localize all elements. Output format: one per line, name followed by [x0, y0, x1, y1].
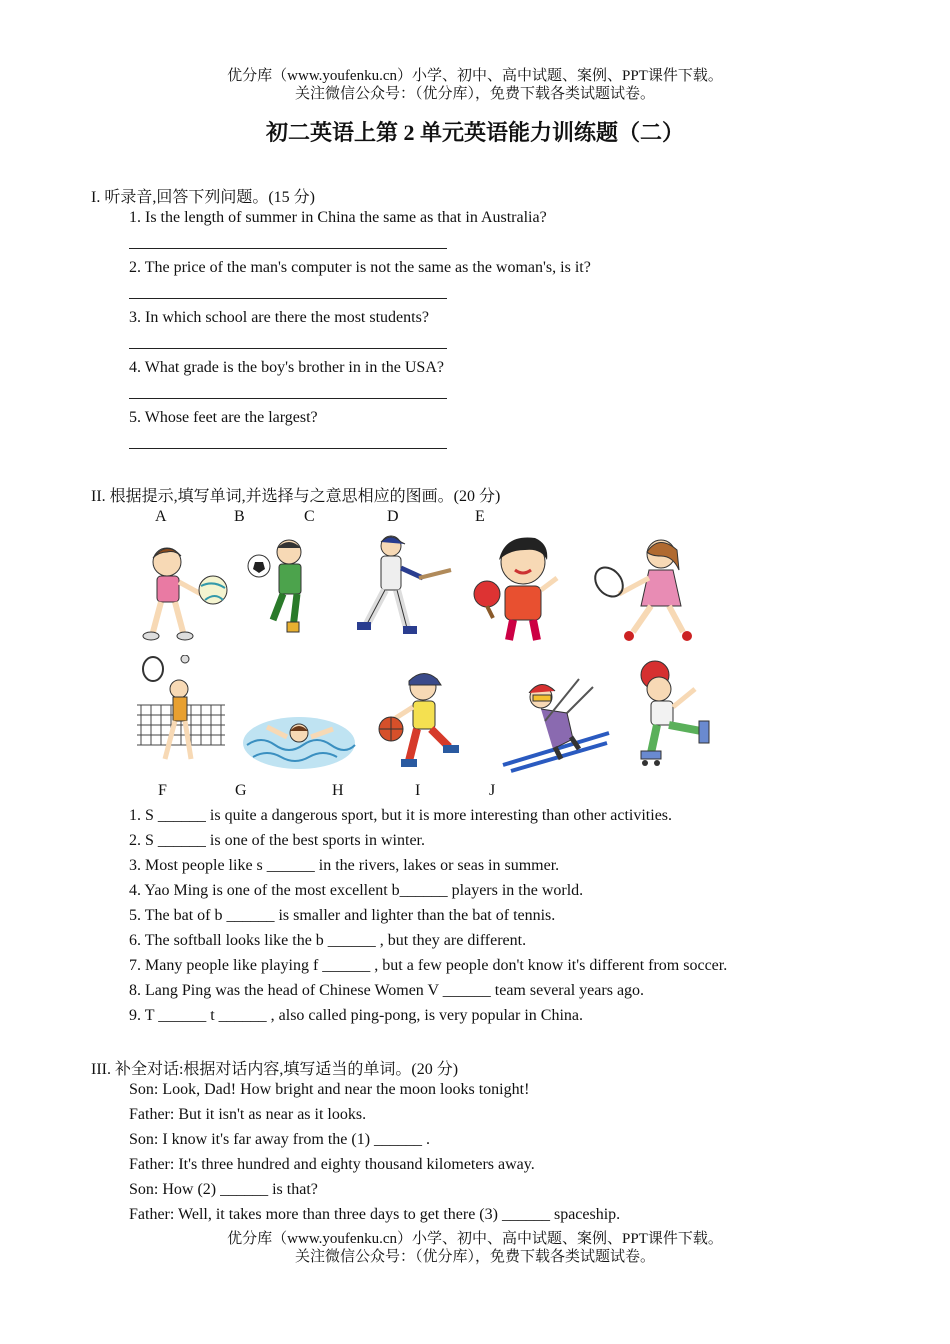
answer-line-1	[129, 248, 447, 249]
dialogue-line-5: Son: How (2) ______ is that?	[129, 1181, 318, 1198]
volleyball-girl-picture	[129, 532, 231, 647]
dialogue-line-1: Son: Look, Dad! How bright and near the moon looks tonight!	[129, 1081, 530, 1098]
picture-label-e: E	[475, 508, 485, 525]
picture-label-j: J	[489, 782, 496, 799]
fill-sentence-5: 5. The bat of b ______ is smaller and lighter than the bat of tennis.	[129, 907, 556, 924]
picture-label-f: F	[158, 782, 167, 799]
footer-line-2: 关注微信公众号：（优分库），免费下载各类试题试卷。	[294, 1249, 655, 1265]
section-2-heading: II. 根据提示,填写单词,并选择与之意思相应的图画。(20 分)	[91, 488, 501, 505]
answer-line-3	[129, 348, 447, 349]
question-4: 4. What grade is the boy's brother in in the USA?	[129, 359, 444, 376]
roller-skater-picture	[625, 655, 725, 773]
fill-sentence-4: 4. Yao Ming is one of the most excellent b______ players in the world.	[129, 882, 584, 899]
fill-sentence-6: 6. The softball looks like the b ______ , but they are different.	[129, 932, 527, 949]
answer-line-5	[129, 448, 447, 449]
basketball-boy-picture	[369, 667, 485, 773]
answer-line-2	[129, 298, 447, 299]
page-title: 初二英语上第 2 单元英语能力训练题（二）	[265, 120, 684, 145]
swimmer-picture	[241, 705, 357, 773]
dialogue-line-2: Father: But it isn't as near as it looks.	[129, 1106, 367, 1123]
section-1-heading: I. 听录音,回答下列问题。(15 分)	[91, 189, 315, 206]
tennis-net-player-picture	[129, 655, 229, 773]
fill-sentence-2: 2. S ______ is one of the best sports in winter.	[129, 832, 425, 849]
question-3: 3. In which school are there the most students?	[129, 309, 429, 326]
picture-label-g: G	[235, 782, 247, 799]
picture-label-d: D	[387, 508, 399, 525]
question-5: 5. Whose feet are the largest?	[129, 409, 318, 426]
picture-label-b: B	[234, 508, 245, 525]
badminton-girl-picture	[589, 532, 703, 647]
picture-label-h: H	[332, 782, 344, 799]
ping-pong-player-picture	[465, 530, 577, 648]
fill-sentence-7: 7. Many people like playing f ______ , but a few people don't know it's different from soccer.	[129, 957, 728, 974]
header-line-1: 优分库（www.youfenku.cn）小学、初中、高中试题、案例、PPT课件下载。	[227, 68, 723, 84]
question-1: 1. Is the length of summer in China the same as that in Australia?	[129, 209, 547, 226]
dialogue-line-6: Father: Well, it takes more than three days to get there (3) ______ spaceship.	[129, 1206, 621, 1223]
footer-line-1: 优分库（www.youfenku.cn）小学、初中、高中试题、案例、PPT课件下载。	[227, 1231, 723, 1247]
picture-label-c: C	[304, 508, 315, 525]
dialogue-line-3: Son: I know it's far away from the (1) ______ .	[129, 1131, 431, 1148]
baseball-batter-picture	[339, 532, 455, 647]
skier-picture	[497, 673, 615, 773]
fill-sentence-8: 8. Lang Ping was the head of Chinese Women V ______ team several years ago.	[129, 982, 645, 999]
fill-sentence-3: 3. Most people like s ______ in the rivers, lakes or seas in summer.	[129, 857, 560, 874]
fill-sentence-9: 9. T ______ t ______ , also called ping-pong, is very popular in China.	[129, 1007, 584, 1024]
picture-label-a: A	[155, 508, 167, 525]
section-3-heading: III. 补全对话:根据对话内容,填写适当的单词。(20 分)	[91, 1061, 459, 1078]
soccer-boy-picture	[243, 532, 327, 647]
fill-sentence-1: 1. S ______ is quite a dangerous sport, but it is more interesting than other activities.	[129, 807, 673, 824]
header-line-2: 关注微信公众号：（优分库），免费下载各类试题试卷。	[294, 86, 655, 102]
answer-line-4	[129, 398, 447, 399]
picture-label-i: I	[415, 782, 421, 799]
dialogue-line-4: Father: It's three hundred and eighty thousand kilometers away.	[129, 1156, 535, 1173]
question-2: 2. The price of the man's computer is not the same as the woman's, is it?	[129, 259, 591, 276]
